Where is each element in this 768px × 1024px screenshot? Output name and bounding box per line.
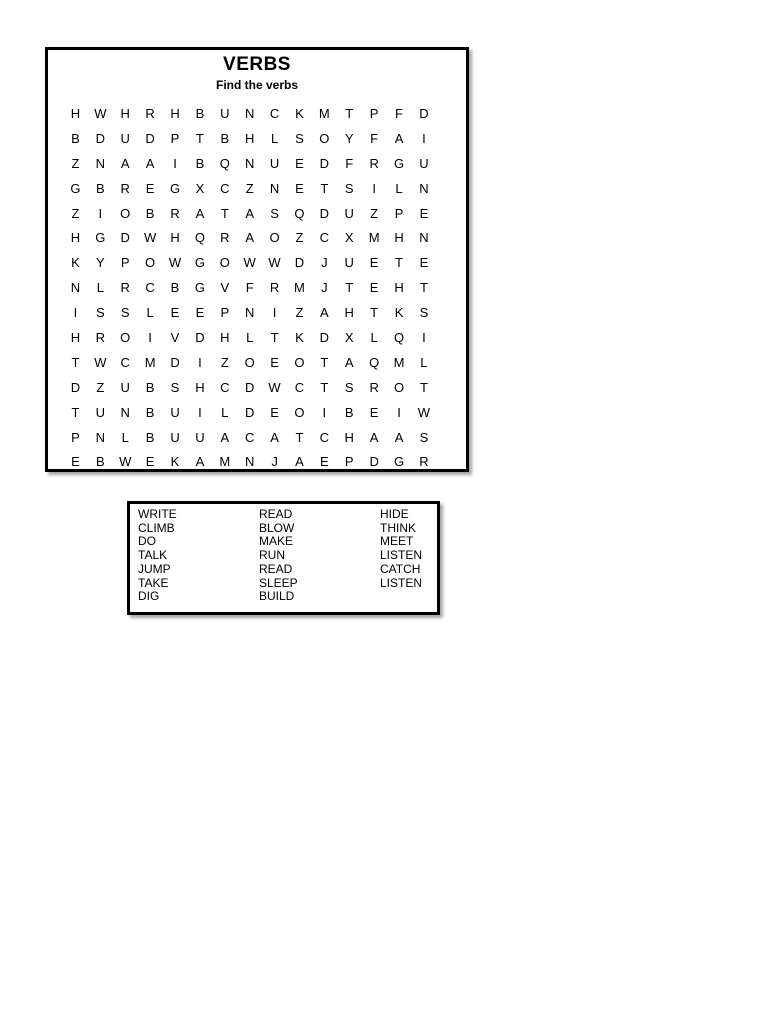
grid-letter: I: [422, 329, 426, 345]
grid-letter: W: [417, 404, 431, 420]
grid-letter: D: [70, 379, 81, 395]
grid-letter: A: [245, 205, 255, 221]
grid-letter: S: [170, 379, 180, 395]
grid-letter: H: [170, 105, 180, 121]
grid-letter: E: [295, 180, 304, 196]
grid-letter: U: [120, 379, 130, 395]
grid-letter: G: [393, 155, 405, 171]
grid-letter: L: [246, 329, 254, 345]
grid-letter: R: [170, 205, 180, 221]
grid-letter: O: [145, 255, 156, 271]
grid-letter: C: [120, 354, 130, 370]
grid-letter: W: [94, 105, 107, 121]
grid-letter: K: [295, 105, 304, 121]
grid-letter: E: [320, 454, 329, 470]
grid-letter: I: [198, 354, 202, 370]
grid-letter: N: [244, 105, 255, 121]
grid-letter: E: [369, 280, 379, 296]
grid-letter: H: [344, 429, 354, 445]
grid-letter: I: [272, 305, 277, 321]
grid-letter: H: [195, 379, 205, 395]
grid-letter: C: [319, 230, 330, 246]
grid-letter: Z: [71, 155, 80, 171]
grid-letter: O: [294, 404, 305, 420]
grid-letter: F: [370, 130, 379, 146]
grid-letter: E: [295, 155, 304, 171]
grid-letter: E: [71, 454, 80, 470]
grid-letter: W: [143, 230, 157, 246]
grid-letter: G: [194, 280, 205, 296]
word-list-item: TALK: [138, 548, 168, 563]
grid-letter: T: [295, 429, 304, 445]
grid-letter: B: [145, 205, 155, 221]
grid-letter: S: [344, 180, 354, 196]
grid-letter: T: [195, 130, 204, 146]
grid-letter: B: [96, 180, 105, 196]
grid-letter: H: [394, 280, 404, 296]
word-list-item: BUILD: [259, 589, 295, 604]
grid-letter: W: [168, 255, 182, 271]
grid-letter: Q: [294, 205, 305, 221]
grid-letter: Z: [220, 354, 229, 370]
grid-letter: H: [70, 230, 81, 246]
grid-letter: E: [369, 255, 379, 271]
grid-letter: C: [244, 429, 255, 445]
grid-letter: R: [220, 230, 230, 246]
grid-letter: U: [95, 404, 106, 420]
grid-letter: A: [220, 429, 230, 445]
puzzle-title: VERBS: [223, 54, 291, 75]
grid-letter: N: [120, 404, 130, 420]
grid-letter: T: [419, 379, 428, 395]
grid-letter: L: [121, 429, 129, 445]
grid-letter: W: [94, 354, 107, 370]
grid-letter: H: [70, 105, 81, 121]
grid-letter: D: [319, 205, 330, 221]
grid-letter: P: [170, 130, 180, 146]
grid-letter: H: [220, 329, 230, 345]
word-list-item: BLOW: [259, 520, 295, 535]
grid-letter: K: [394, 305, 404, 321]
grid-letter: L: [420, 354, 428, 370]
grid-letter: S: [344, 379, 354, 395]
grid-letter: Y: [344, 130, 354, 146]
grid-letter: I: [98, 205, 103, 221]
grid-letter: D: [319, 329, 330, 345]
grid-letter: Y: [96, 255, 105, 271]
grid-letter: B: [145, 404, 155, 420]
letter-grid: [63, 101, 453, 474]
word-list-column: [259, 508, 298, 604]
grid-letter: O: [219, 255, 230, 271]
grid-letter: T: [320, 180, 329, 196]
grid-letter: U: [344, 205, 354, 221]
word-list-item: MEET: [380, 534, 414, 549]
word-list-item: LISTEN: [380, 575, 423, 590]
grid-letter: A: [344, 354, 354, 370]
grid-letter: B: [145, 429, 155, 445]
grid-letter: I: [322, 404, 327, 420]
grid-letter: B: [344, 404, 354, 420]
grid-letter: D: [120, 230, 130, 246]
grid-letter: E: [419, 255, 429, 271]
word-list-item: SLEEP: [259, 575, 298, 590]
grid-letter: G: [70, 180, 81, 196]
grid-letter: D: [244, 379, 255, 395]
grid-letter: I: [73, 305, 78, 321]
grid-letter: P: [120, 255, 130, 271]
grid-letter: R: [120, 280, 130, 296]
grid-letter: T: [270, 329, 279, 345]
grid-letter: H: [394, 230, 404, 246]
grid-letter: C: [145, 280, 155, 296]
grid-letter: R: [269, 280, 280, 296]
grid-letter: G: [169, 180, 181, 196]
grid-letter: U: [195, 429, 205, 445]
grid-letter: A: [295, 454, 304, 470]
grid-letter: U: [120, 130, 130, 146]
grid-letter: D: [170, 354, 180, 370]
word-list-item: CATCH: [380, 561, 421, 576]
grid-letter: B: [170, 280, 180, 296]
grid-letter: I: [198, 404, 202, 420]
grid-letter: J: [271, 454, 278, 470]
grid-letter: O: [393, 379, 405, 395]
grid-letter: J: [321, 280, 328, 296]
grid-letter: E: [270, 354, 279, 370]
grid-letter: S: [295, 130, 304, 146]
grid-letter: U: [419, 155, 429, 171]
grid-letter: L: [395, 180, 403, 196]
grid-letter: N: [244, 155, 255, 171]
grid-letter: A: [394, 130, 404, 146]
grid-letter: Q: [369, 354, 380, 370]
grid-letter: I: [372, 180, 376, 196]
grid-letter: T: [71, 354, 80, 370]
grid-letter: Q: [219, 155, 230, 171]
grid-letter: N: [244, 305, 255, 321]
grid-letter: H: [344, 305, 354, 321]
grid-letter: N: [95, 429, 106, 445]
grid-letter: N: [419, 230, 429, 246]
word-list-item: DIG: [138, 589, 160, 604]
word-list-item: THINK: [380, 520, 416, 535]
word-list-item: READ: [259, 561, 293, 576]
grid-letter: L: [221, 404, 229, 420]
grid-letter: O: [120, 329, 131, 345]
grid-letter: D: [95, 130, 106, 146]
grid-letter: I: [148, 329, 152, 345]
grid-letter: N: [269, 180, 280, 196]
grid-letter: T: [345, 280, 354, 296]
grid-letter: M: [393, 354, 405, 370]
grid-letter: P: [394, 205, 404, 221]
grid-letter: F: [345, 155, 354, 171]
word-list-box: [127, 501, 440, 615]
grid-letter: O: [319, 130, 330, 146]
word-list-item: JUMP: [138, 561, 171, 576]
grid-letter: D: [294, 255, 305, 271]
grid-letter: Z: [295, 230, 304, 246]
grid-letter: U: [220, 105, 230, 121]
grid-letter: N: [419, 180, 429, 196]
word-list-item: TAKE: [138, 575, 169, 590]
grid-letter: Z: [245, 180, 254, 196]
grid-letter: T: [320, 379, 329, 395]
grid-letter: X: [195, 180, 205, 196]
grid-letter: B: [71, 130, 80, 146]
grid-letter: Z: [370, 205, 379, 221]
grid-letter: R: [419, 454, 429, 470]
grid-letter: T: [370, 305, 379, 321]
grid-letter: A: [245, 230, 255, 246]
grid-letter: F: [245, 280, 254, 296]
grid-letter: V: [220, 280, 230, 296]
grid-letter: W: [243, 255, 256, 271]
grid-letter: T: [395, 255, 403, 271]
grid-letter: N: [244, 454, 255, 470]
grid-letter: X: [344, 230, 354, 246]
grid-letter: W: [268, 379, 281, 395]
grid-letter: L: [146, 305, 154, 321]
grid-letter: B: [96, 454, 105, 470]
grid-letter: C: [220, 180, 230, 196]
grid-letter: G: [393, 454, 405, 470]
grid-letter: I: [173, 155, 177, 171]
grid-letter: M: [219, 454, 231, 470]
word-list-item: MAKE: [259, 534, 294, 549]
grid-letter: P: [71, 429, 80, 445]
grid-letter: A: [145, 155, 155, 171]
grid-letter: R: [95, 329, 106, 345]
grid-letter: K: [295, 329, 304, 345]
word-list-column: [380, 508, 422, 590]
grid-letter: L: [370, 329, 378, 345]
word-list-item: READ: [259, 507, 293, 521]
grid-letter: L: [270, 130, 279, 146]
grid-letter: J: [321, 255, 328, 271]
grid-letter: K: [170, 454, 180, 470]
grid-letter: H: [244, 130, 255, 146]
grid-letter: T: [220, 205, 229, 221]
grid-letter: A: [369, 429, 379, 445]
grid-letter: A: [320, 305, 329, 321]
grid-letter: S: [419, 305, 429, 321]
grid-letter: D: [195, 329, 205, 345]
grid-letter: T: [320, 354, 329, 370]
word-list-item: CLIMB: [138, 520, 175, 535]
grid-letter: P: [344, 454, 354, 470]
grid-letter: R: [369, 155, 379, 171]
grid-letter: T: [419, 280, 428, 296]
grid-letter: X: [344, 329, 354, 345]
grid-letter: E: [195, 305, 205, 321]
grid-letter: B: [145, 379, 155, 395]
grid-letter: H: [120, 105, 130, 121]
grid-letter: K: [71, 255, 80, 271]
grid-letter: U: [344, 255, 354, 271]
word-list-item: WRITE: [138, 507, 177, 521]
grid-letter: B: [195, 105, 205, 121]
grid-letter: A: [394, 429, 404, 445]
grid-letter: M: [144, 354, 156, 370]
grid-letter: W: [268, 255, 281, 271]
grid-letter: G: [95, 230, 106, 246]
grid-letter: R: [369, 379, 379, 395]
grid-letter: V: [170, 329, 180, 345]
grid-letter: D: [369, 454, 379, 470]
grid-letter: S: [419, 429, 429, 445]
grid-letter: E: [170, 305, 180, 321]
puzzle-subtitle: Find the verbs: [215, 78, 298, 92]
grid-letter: W: [119, 454, 132, 470]
grid-letter: S: [96, 305, 105, 321]
word-list-item: HIDE: [380, 507, 409, 521]
grid-letter: H: [70, 329, 81, 345]
grid-letter: A: [270, 429, 279, 445]
grid-letter: H: [170, 230, 180, 246]
grid-letter: C: [220, 379, 230, 395]
grid-letter: E: [419, 205, 429, 221]
grid-letter: A: [195, 454, 205, 470]
grid-letter: C: [319, 429, 330, 445]
grid-letter: R: [145, 105, 155, 121]
grid-letter: N: [95, 155, 106, 171]
grid-letter: D: [419, 105, 429, 121]
grid-letter: Q: [393, 329, 405, 345]
grid-letter: E: [145, 180, 155, 196]
grid-letter: B: [220, 130, 230, 146]
grid-letter: P: [220, 305, 230, 321]
grid-letter: U: [170, 429, 180, 445]
grid-letter: O: [294, 354, 305, 370]
grid-letter: B: [195, 155, 205, 171]
word-list-item: DO: [138, 534, 156, 549]
grid-letter: R: [120, 180, 130, 196]
grid-letter: O: [120, 205, 131, 221]
grid-letter: Q: [194, 230, 205, 246]
grid-letter: S: [270, 205, 279, 221]
grid-letter: U: [170, 404, 180, 420]
grid-letter: P: [369, 105, 379, 121]
grid-letter: E: [369, 404, 379, 420]
word-list-column: [138, 508, 177, 604]
grid-letter: A: [120, 155, 130, 171]
grid-letter: Z: [295, 305, 304, 321]
grid-letter: E: [270, 404, 279, 420]
grid-letter: U: [269, 155, 280, 171]
word-list-item: RUN: [259, 548, 285, 563]
grid-letter: I: [422, 130, 426, 146]
grid-letter: O: [244, 354, 255, 370]
grid-letter: T: [71, 404, 80, 420]
grid-letter: D: [319, 155, 330, 171]
grid-letter: C: [269, 105, 280, 121]
grid-letter: M: [318, 105, 330, 121]
grid-letter: C: [294, 379, 305, 395]
grid-letter: F: [395, 105, 403, 121]
grid-letter: D: [244, 404, 255, 420]
grid-letter: G: [194, 255, 205, 271]
grid-letter: S: [120, 305, 130, 321]
grid-letter: I: [397, 404, 401, 420]
grid-letter: A: [195, 205, 205, 221]
grid-letter: E: [145, 454, 155, 470]
grid-letter: N: [70, 280, 81, 296]
grid-letter: M: [368, 230, 380, 246]
grid-letter: T: [345, 105, 354, 121]
word-search-puzzle: [45, 47, 469, 472]
grid-letter: O: [269, 230, 280, 246]
grid-letter: M: [294, 280, 305, 296]
grid-letter: D: [145, 130, 155, 146]
grid-letter: Z: [71, 205, 80, 221]
grid-letter: L: [96, 280, 104, 296]
word-list-item: LISTEN: [380, 548, 423, 563]
grid-letter: Z: [96, 379, 105, 395]
